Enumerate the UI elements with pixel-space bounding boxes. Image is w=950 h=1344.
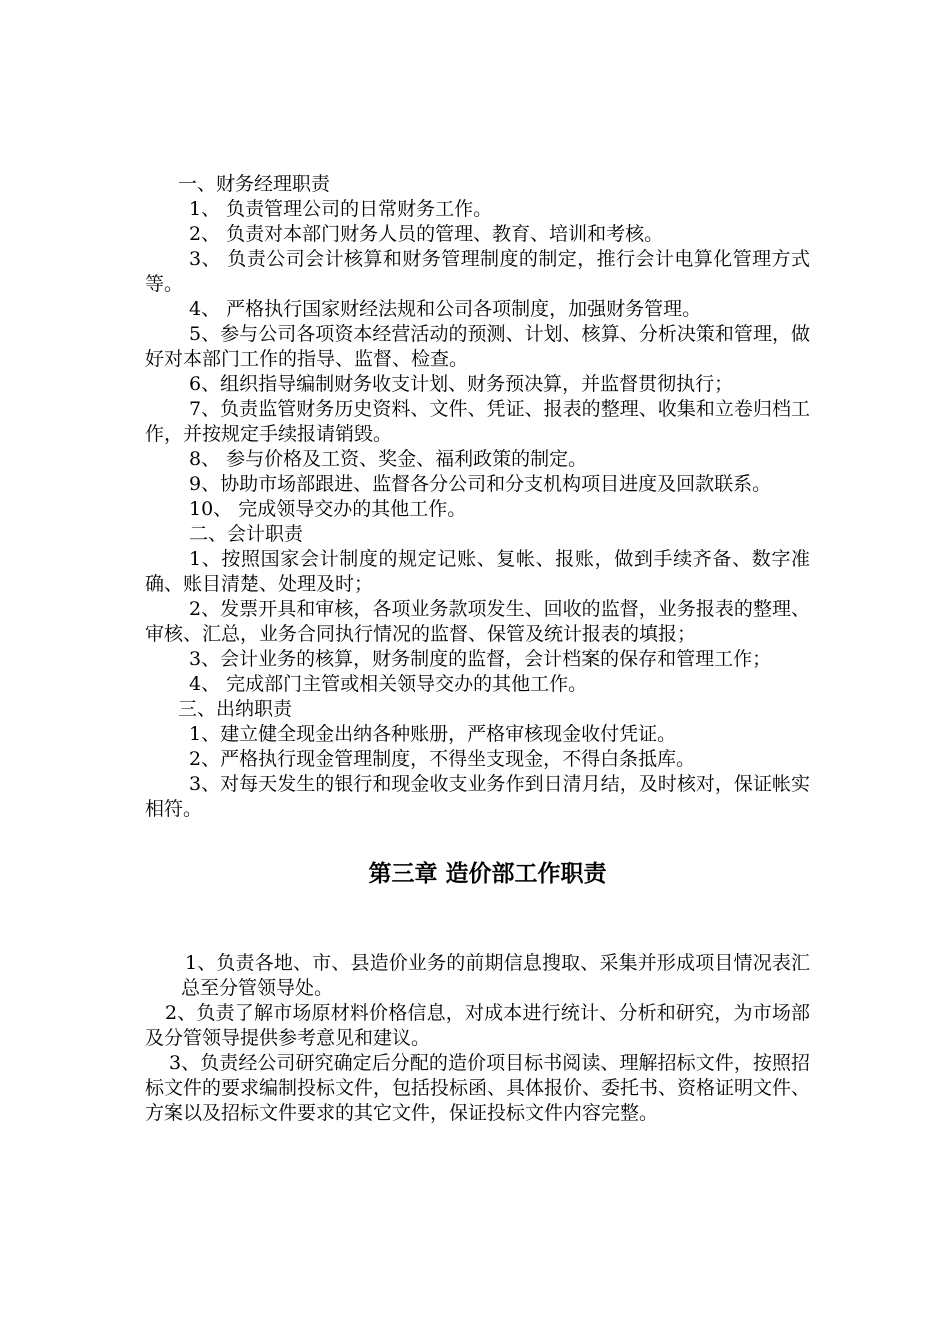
section-heading-accountant: 二、会计职责 (189, 523, 304, 545)
list-item: 1、负责各地、市、县造价业务的前期信息搜取、采集并形成项目情况表汇总至分管领导处。 (181, 952, 810, 999)
document-page (145, 172, 810, 1126)
list-item: 2、 负责对本部门财务人员的管理、教育、培训和考核。 (189, 223, 664, 245)
section-heading-finance-manager: 一、财务经理职责 (178, 173, 331, 195)
list-item: 7、负责监管财务历史资料、文件、凭证、报表的整理、收集和立卷归档工作，并按规定手续报请销毁。 (145, 398, 810, 445)
list-item: 2、发票开具和审核，各项业务款项发生、回收的监督，业务报表的整理、审核、汇总，业务合同执行情况的监督、保管及统计报表的填报； (145, 598, 810, 645)
list-item: 1、建立健全现金出纳各种账册，严格审核现金收付凭证。 (189, 723, 677, 745)
chapter-title: 第三章 造价部工作职责 (368, 861, 607, 887)
list-item: 3、对每天发生的银行和现金收支业务作到日清月结，及时核对，保证帐实相符。 (145, 773, 810, 820)
list-item: 8、 参与价格及工资、奖金、福利政策的制定。 (189, 448, 588, 470)
list-item: 2、严格执行现金管理制度，不得坐支现金，不得白条抵库。 (189, 748, 696, 770)
list-item: 9、协助市场部跟进、监督各分公司和分支机构项目进度及回款联系。 (189, 473, 772, 495)
section-heading-cashier: 三、出纳职责 (178, 698, 293, 720)
chapter-item-list (145, 951, 810, 1126)
list-item: 4、 严格执行国家财经法规和公司各项制度，加强财务管理。 (189, 298, 702, 320)
list-item: 6、组织指导编制财务收支计划、财务预决算，并监督贯彻执行； (189, 373, 734, 395)
list-item: 5、参与公司各项资本经营活动的预测、计划、核算、分析决策和管理，做好对本部门工作的指导、监督、检查。 (145, 323, 810, 370)
list-item: 3、负责经公司研究确定后分配的造价项目标书阅读、理解招标文件，按照招标文件的要求编制投标文件，包括投标函、具体报价、委托书、资格证明文件、方案以及招标文件要求的其它文件，保证投标文件内容完整。 (145, 1052, 811, 1124)
list-item: 10、 完成领导交办的其他工作。 (189, 498, 467, 520)
list-item: 3、 负责公司会计核算和财务管理制度的制定，推行会计电算化管理方式等。 (145, 248, 810, 295)
list-item: 4、 完成部门主管或相关领导交办的其他工作。 (189, 673, 588, 695)
list-item: 1、按照国家会计制度的规定记账、复帐、报账，做到手续齐备、数字准确、账目清楚、处理及时； (145, 548, 810, 595)
list-item: 1、 负责管理公司的日常财务工作。 (189, 198, 493, 220)
list-item: 2、负责了解市场原材料价格信息，对成本进行统计、分析和研究，为市场部及分管领导提供参考意见和建议。 (145, 1002, 810, 1049)
list-item: 3、会计业务的核算，财务制度的监督，会计档案的保存和管理工作； (189, 648, 772, 670)
